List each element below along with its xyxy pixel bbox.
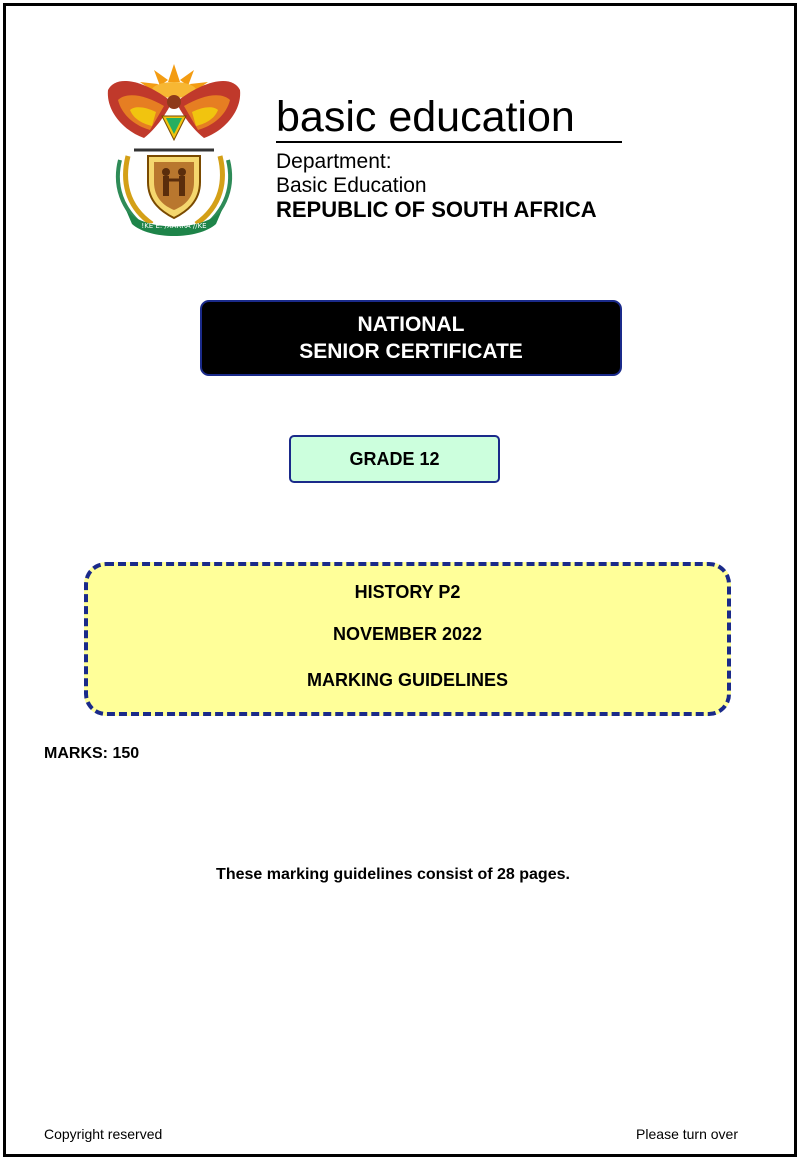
grade-badge: GRADE 12 [289,435,500,483]
subject-panel [84,562,731,716]
total-marks: MARKS: 150 [44,745,140,762]
coat-of-arms-logo [104,60,244,236]
shield-icon [148,156,200,218]
footer-turn-over: Please turn over [636,1126,738,1142]
exam-session: NOVEMBER 2022 [332,624,483,644]
brand-title: basic education [276,93,575,141]
footer-copyright: Copyright reserved [44,1126,163,1142]
department-label: Department: [276,150,392,173]
country-name: REPUBLIC OF SOUTH AFRICA [276,197,597,222]
subject-name: HISTORY P2 [354,582,461,602]
page-count-note: These marking guidelines consist of 28 pages. [216,866,570,883]
certificate-banner [200,300,622,376]
certificate-line-1: NATIONAL [357,313,465,336]
document-type: MARKING GUIDELINES [306,670,508,690]
crest-motto: !KE E: /XARRA //KE [141,222,207,230]
department-name: Basic Education [276,174,427,197]
certificate-line-2: SENIOR CERTIFICATE [299,340,523,363]
brand-divider [276,141,622,143]
